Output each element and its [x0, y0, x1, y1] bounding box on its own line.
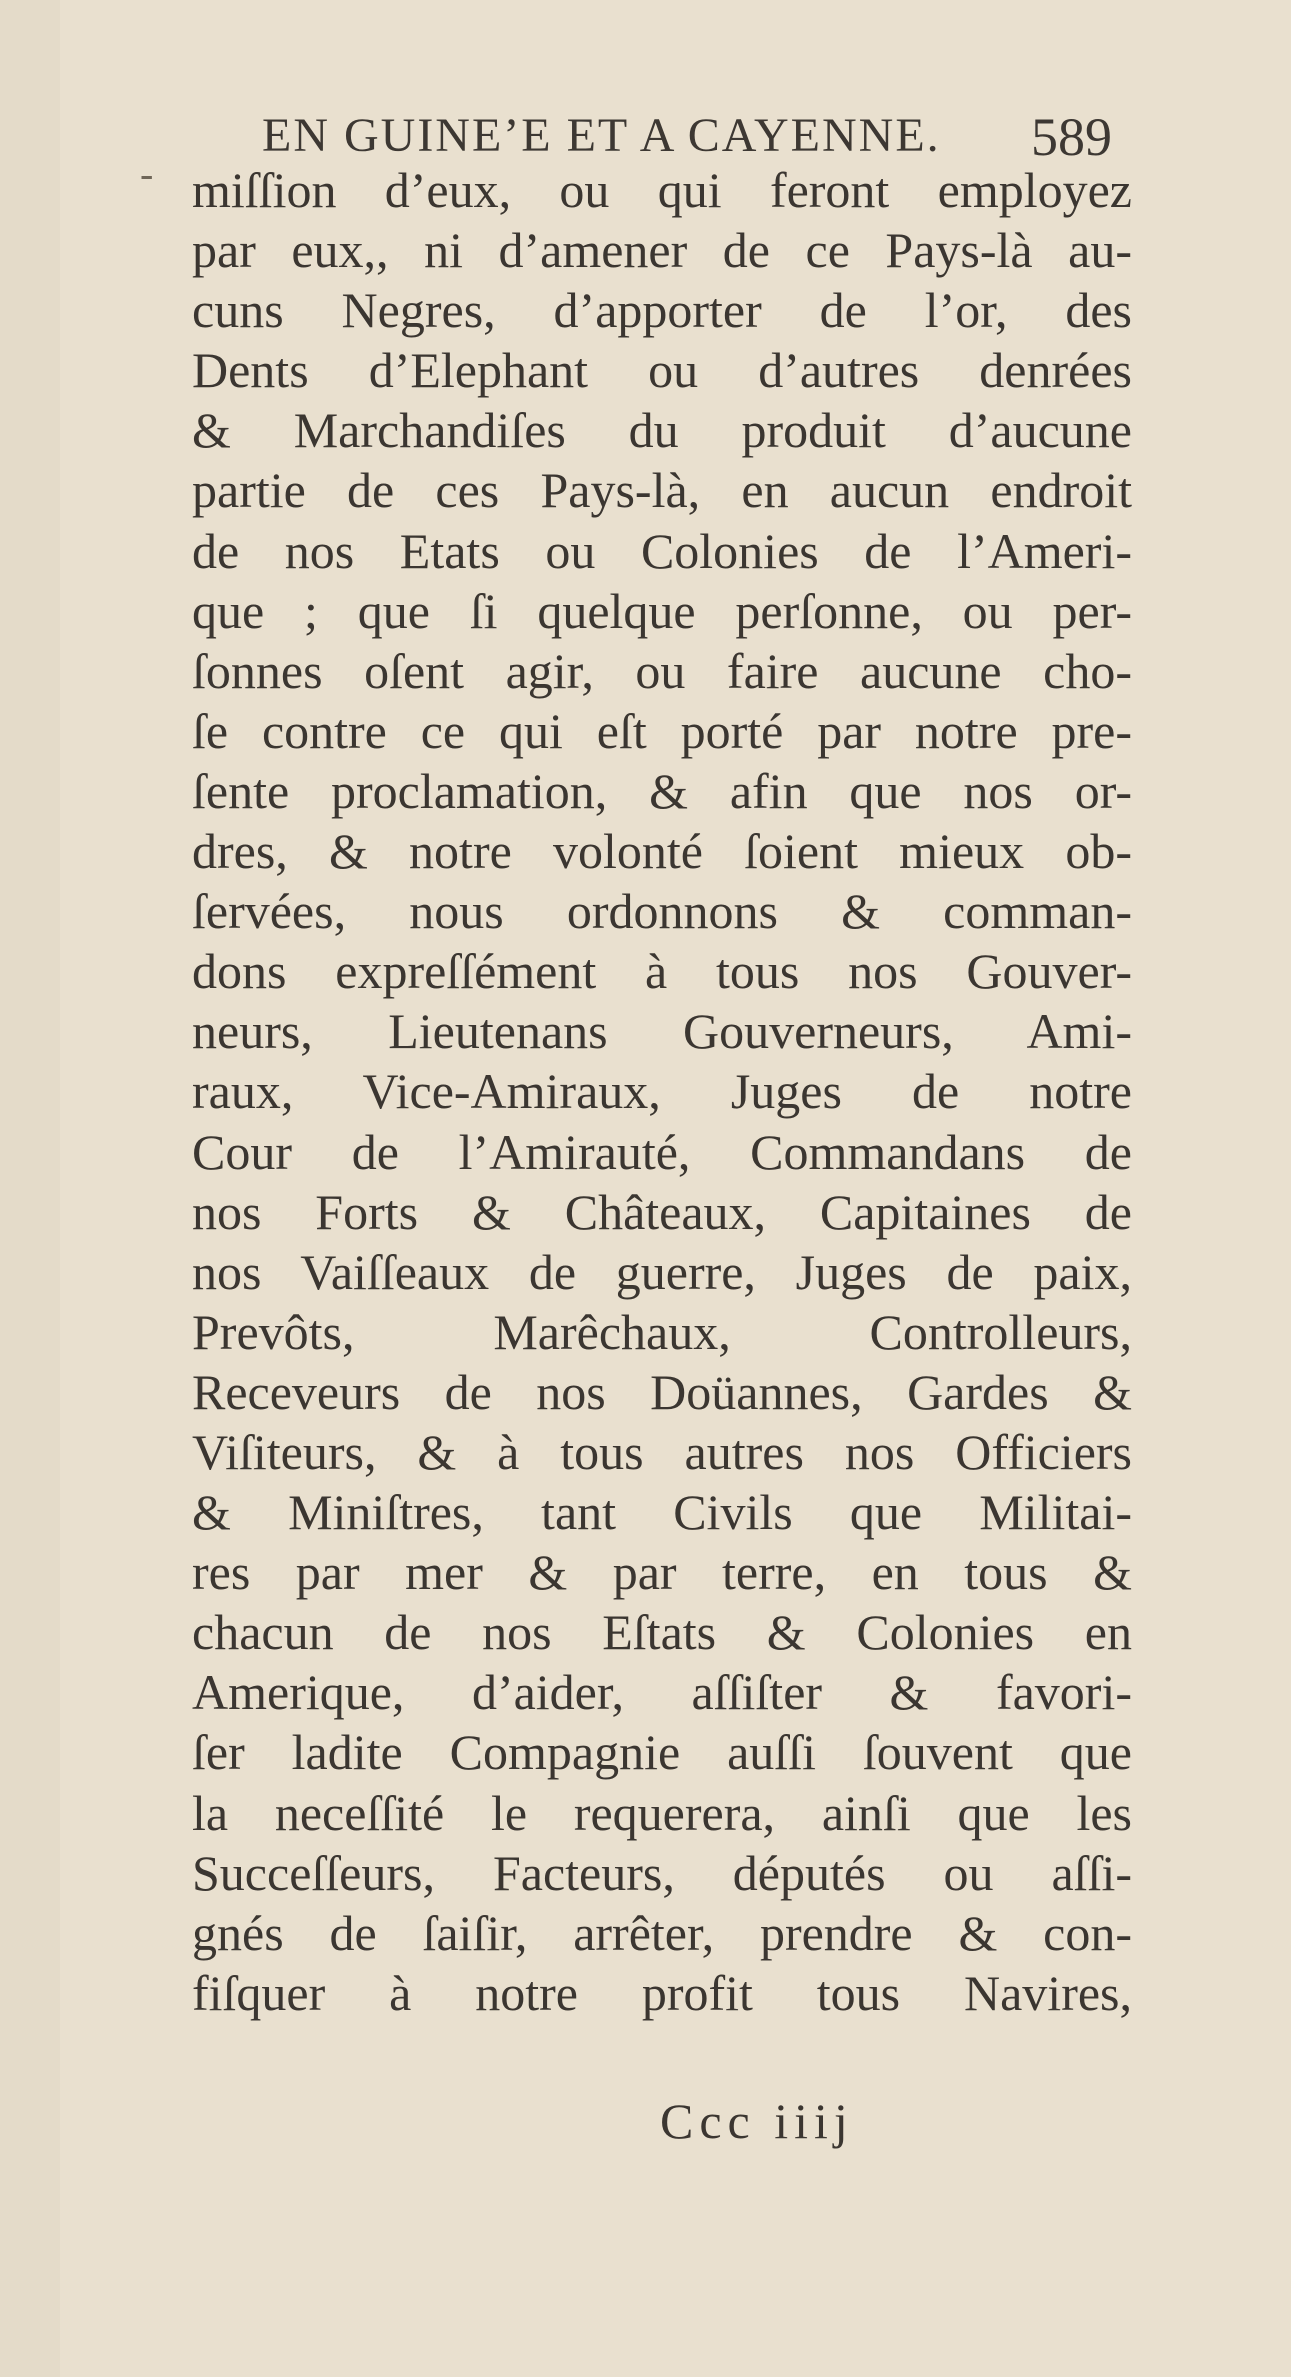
- running-head: EN GUINE’E ET A CAYENNE.: [262, 109, 941, 162]
- text-line: partie de ces Pays-là, en aucun endroit: [192, 462, 1132, 519]
- text-line: miſſion d’eux, ou qui feront employez: [192, 162, 1132, 218]
- text-line: dons expreſſément à tous nos Gouver-: [192, 943, 1132, 1000]
- text-line: par eux,, ni d’amener de ce Pays-là au-: [192, 222, 1132, 279]
- page-edge-shade: [0, 0, 60, 2377]
- page-number: 589: [1031, 107, 1112, 167]
- text-line: la neceſſité le requerera, ainſi que les: [192, 1784, 1132, 1841]
- text-line: fiſquer à notre profit tous Navires,: [192, 1964, 1132, 2021]
- text-line: Cour de l’Amirauté, Commandans de: [192, 1123, 1132, 1180]
- text-line: de nos Etats ou Colonies de l’Ameri-: [192, 522, 1132, 579]
- text-line: gnés de ſaiſir, arrêter, prendre & con-: [192, 1904, 1132, 1961]
- text-line: & Marchandiſes du produit d’aucune: [192, 402, 1132, 459]
- text-line: raux, Vice-Amiraux, Juges de notre: [192, 1063, 1132, 1120]
- text-line: dres, & notre volonté ſoient mieux ob-: [192, 823, 1132, 880]
- body-text: [192, 160, 1132, 2120]
- signature-mark: Ccc iiij: [660, 2093, 854, 2149]
- text-line: nos Vaiſſeaux de guerre, Juges de paix,: [192, 1243, 1132, 1300]
- text-line: Succeſſeurs, Facteurs, députés ou aſſi-: [192, 1844, 1132, 1901]
- text-line: neurs, Lieutenans Gouverneurs, Ami-: [192, 1003, 1132, 1060]
- text-line: ſervées, nous ordonnons & comman-: [192, 883, 1132, 940]
- text-line: ſe contre ce qui eſt porté par notre pre-: [192, 702, 1132, 759]
- text-line: Dents d’Elephant ou d’autres denrées: [192, 342, 1132, 399]
- text-line: Receveurs de nos Doüannes, Gardes &: [192, 1363, 1132, 1420]
- text-line: ſonnes oſent agir, ou faire aucune cho-: [192, 642, 1132, 699]
- text-line: ſer ladite Compagnie auſſi ſouvent que: [192, 1724, 1132, 1781]
- text-line: Amerique, d’aider, aſſiſter & favori-: [192, 1664, 1132, 1721]
- text-line: Prevôts, Marêchaux, Controlleurs,: [192, 1303, 1132, 1360]
- text-line: & Miniſtres, tant Civils que Militai-: [192, 1484, 1132, 1541]
- margin-mark: -: [140, 151, 154, 196]
- text-line: chacun de nos Eſtats & Colonies en: [192, 1604, 1132, 1661]
- text-line: ſente proclamation, & afin que nos or-: [192, 762, 1132, 819]
- text-line: cuns Negres, d’apporter de l’or, des: [192, 282, 1132, 339]
- text-line: nos Forts & Châteaux, Capitaines de: [192, 1183, 1132, 1240]
- text-line: que ; que ſi quelque perſonne, ou per-: [192, 582, 1132, 639]
- text-line: Viſiteurs, & à tous autres nos Officiers: [192, 1423, 1132, 1480]
- text-line: res par mer & par terre, en tous &: [192, 1544, 1132, 1601]
